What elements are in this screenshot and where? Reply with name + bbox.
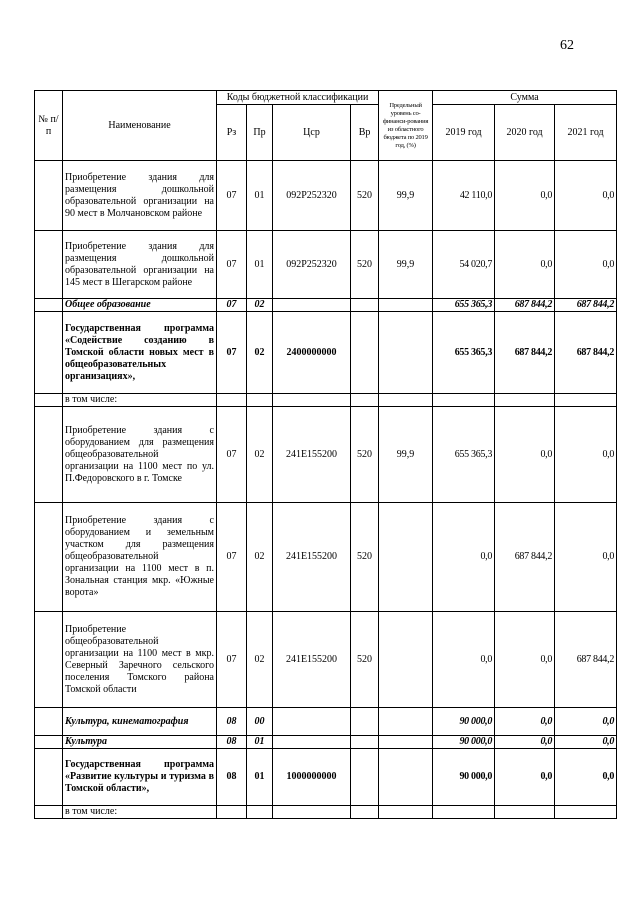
- table-row: [35, 749, 617, 806]
- row-number: [35, 394, 63, 407]
- row-name: Приобретение здания с оборудованием и земельным участком для размещения общеобразовательной организации на 1100 мест в п. Зональная станция мкр. «Южные ворота»: [63, 503, 217, 612]
- row-2020: 0,0: [495, 407, 555, 503]
- row-pr: 01: [247, 161, 273, 231]
- row-pr: 02: [247, 612, 273, 708]
- row-2021: 687 844,2: [555, 299, 617, 312]
- row-pr: [247, 806, 273, 819]
- row-name: в том числе:: [63, 394, 217, 407]
- row-rz: [217, 394, 247, 407]
- row-pr: 01: [247, 736, 273, 749]
- header-2019: 2019 год: [433, 105, 495, 161]
- row-2021: 0,0: [555, 231, 617, 299]
- row-pr: 02: [247, 312, 273, 394]
- row-csr: 241E155200: [273, 503, 351, 612]
- header-name: Наименование: [63, 91, 217, 161]
- row-2020: 687 844,2: [495, 312, 555, 394]
- row-pr: 00: [247, 708, 273, 736]
- row-csr: [273, 708, 351, 736]
- table-row: [35, 161, 617, 231]
- row-pr: 01: [247, 749, 273, 806]
- header-csr: Цср: [273, 105, 351, 161]
- row-2021: 0,0: [555, 407, 617, 503]
- header-2021: 2021 год: [555, 105, 617, 161]
- row-limit: [379, 736, 433, 749]
- row-2020: 687 844,2: [495, 299, 555, 312]
- row-csr: 092P252320: [273, 161, 351, 231]
- row-number: [35, 708, 63, 736]
- row-pr: 01: [247, 231, 273, 299]
- row-2021: 0,0: [555, 161, 617, 231]
- row-csr: [273, 394, 351, 407]
- row-name: Культура, кинематография: [63, 708, 217, 736]
- table-row: [35, 231, 617, 299]
- header-sum: Сумма: [433, 91, 617, 105]
- header-rz: Рз: [217, 105, 247, 161]
- row-vr: [351, 299, 379, 312]
- table-row: [35, 299, 617, 312]
- row-2020: 0,0: [495, 612, 555, 708]
- table-row: [35, 407, 617, 503]
- row-csr: 241E155200: [273, 612, 351, 708]
- row-limit: [379, 708, 433, 736]
- row-rz: 07: [217, 503, 247, 612]
- row-2021: 687 844,2: [555, 612, 617, 708]
- row-pr: 02: [247, 503, 273, 612]
- row-rz: 08: [217, 736, 247, 749]
- row-2020: 0,0: [495, 161, 555, 231]
- row-rz: 07: [217, 407, 247, 503]
- row-vr: 520: [351, 231, 379, 299]
- row-vr: [351, 708, 379, 736]
- row-2020: [495, 394, 555, 407]
- row-name: Приобретение общеобразовательной организации на 1100 мест в мкр. Северный Заречного сельского поселения Томского района Томской области: [63, 612, 217, 708]
- row-number: [35, 231, 63, 299]
- row-limit: [379, 749, 433, 806]
- row-name: в том числе:: [63, 806, 217, 819]
- row-2020: 0,0: [495, 231, 555, 299]
- row-rz: [217, 806, 247, 819]
- row-limit: 99,9: [379, 161, 433, 231]
- row-2021: 0,0: [555, 749, 617, 806]
- row-csr: [273, 299, 351, 312]
- row-vr: [351, 806, 379, 819]
- row-csr: 241E155200: [273, 407, 351, 503]
- row-number: [35, 736, 63, 749]
- row-2021: 0,0: [555, 503, 617, 612]
- row-csr: 092P252320: [273, 231, 351, 299]
- row-2019: 54 020,7: [433, 231, 495, 299]
- row-csr: [273, 806, 351, 819]
- header-pr: Пр: [247, 105, 273, 161]
- row-number: [35, 312, 63, 394]
- row-2019: 90 000,0: [433, 708, 495, 736]
- row-number: [35, 407, 63, 503]
- row-number: [35, 806, 63, 819]
- row-name: Государственная программа «Содействие созданию в Томской области новых мест в общеобразовательных организациях»,: [63, 312, 217, 394]
- row-2020: 0,0: [495, 749, 555, 806]
- row-number: [35, 612, 63, 708]
- row-vr: [351, 312, 379, 394]
- row-name: Общее образование: [63, 299, 217, 312]
- row-csr: 1000000000: [273, 749, 351, 806]
- header-num: № п/п: [35, 91, 63, 161]
- row-rz: 07: [217, 312, 247, 394]
- row-vr: 520: [351, 161, 379, 231]
- header-vr: Вр: [351, 105, 379, 161]
- table-row: [35, 612, 617, 708]
- page-number: 62: [560, 38, 574, 53]
- row-2020: 687 844,2: [495, 503, 555, 612]
- row-name: Культура: [63, 736, 217, 749]
- row-vr: 520: [351, 503, 379, 612]
- row-limit: 99,9: [379, 231, 433, 299]
- row-rz: 08: [217, 749, 247, 806]
- row-number: [35, 749, 63, 806]
- row-name: Государственная программа «Развитие культуры и туризма в Томской области»,: [63, 749, 217, 806]
- row-rz: 08: [217, 708, 247, 736]
- row-name: Приобретение здания для размещения дошкольной образовательной организации на 145 мест в Шегарском районе: [63, 231, 217, 299]
- row-2021: [555, 806, 617, 819]
- row-rz: 07: [217, 161, 247, 231]
- table-row: [35, 736, 617, 749]
- row-rz: 07: [217, 299, 247, 312]
- row-vr: 520: [351, 407, 379, 503]
- row-2021: 0,0: [555, 736, 617, 749]
- row-2019: 655 365,3: [433, 299, 495, 312]
- header-limit: Предельный уровень со-финанси-рования из областного бюджета по 2019 год, (%): [379, 91, 433, 161]
- row-limit: [379, 503, 433, 612]
- row-rz: 07: [217, 612, 247, 708]
- row-vr: [351, 736, 379, 749]
- row-2021: [555, 394, 617, 407]
- row-limit: [379, 806, 433, 819]
- row-vr: [351, 749, 379, 806]
- row-limit: [379, 394, 433, 407]
- row-limit: [379, 299, 433, 312]
- row-2019: 90 000,0: [433, 749, 495, 806]
- row-2019: 0,0: [433, 612, 495, 708]
- row-pr: 02: [247, 407, 273, 503]
- row-2019: 655 365,3: [433, 312, 495, 394]
- table-row: [35, 708, 617, 736]
- row-csr: [273, 736, 351, 749]
- table-row: [35, 394, 617, 407]
- row-2019: 42 110,0: [433, 161, 495, 231]
- table-row: [35, 503, 617, 612]
- row-2021: 0,0: [555, 708, 617, 736]
- budget-table: [34, 90, 617, 819]
- row-2020: 0,0: [495, 708, 555, 736]
- row-name: Приобретение здания для размещения дошкольной образовательной организации на 90 мест в Молчановском районе: [63, 161, 217, 231]
- row-2019: [433, 806, 495, 819]
- row-rz: 07: [217, 231, 247, 299]
- row-2020: [495, 806, 555, 819]
- row-pr: 02: [247, 299, 273, 312]
- row-number: [35, 299, 63, 312]
- row-2020: 0,0: [495, 736, 555, 749]
- row-number: [35, 161, 63, 231]
- row-vr: 520: [351, 612, 379, 708]
- header-codes: Коды бюджетной классификации: [217, 91, 379, 105]
- table-row: [35, 806, 617, 819]
- row-2019: 90 000,0: [433, 736, 495, 749]
- row-name: Приобретение здания с оборудованием для размещения общеобразовательной организации на 1100 мест по ул. П.Федоровского в г. Томске: [63, 407, 217, 503]
- row-2021: 687 844,2: [555, 312, 617, 394]
- row-number: [35, 503, 63, 612]
- row-vr: [351, 394, 379, 407]
- row-limit: [379, 312, 433, 394]
- row-pr: [247, 394, 273, 407]
- row-limit: [379, 612, 433, 708]
- row-limit: 99,9: [379, 407, 433, 503]
- row-2019: 0,0: [433, 503, 495, 612]
- row-csr: 2400000000: [273, 312, 351, 394]
- row-2019: [433, 394, 495, 407]
- table-row: [35, 312, 617, 394]
- header-2020: 2020 год: [495, 105, 555, 161]
- row-2019: 655 365,3: [433, 407, 495, 503]
